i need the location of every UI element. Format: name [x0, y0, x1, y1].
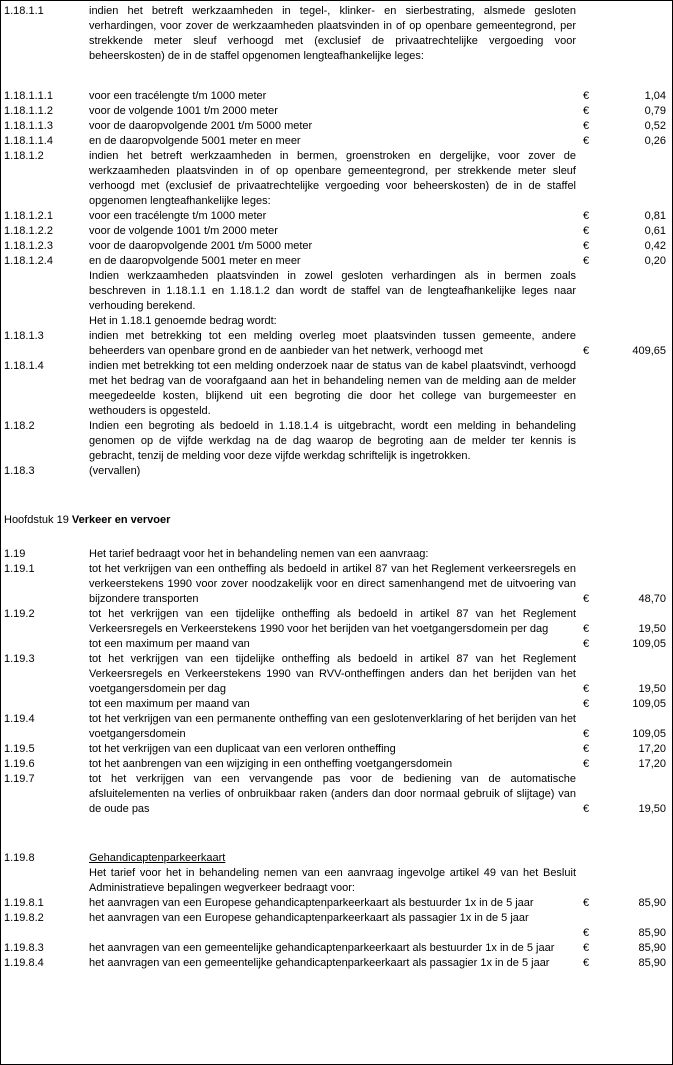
- article-text: tot het verkrijgen van een vervangende pas voor de bediening van de automatische afsluitelementen na verlies of onbruikbaar raken (anders dan door normaal gebruik of slijtage) van de oude pas: [89, 773, 576, 815]
- amount-value: 0,26: [644, 135, 666, 147]
- article-number: 1.19.1: [4, 563, 35, 575]
- tariff-row: [4, 652, 666, 697]
- article-text: het aanvragen van een Europese gehandicaptenparkeerkaart als bestuurder 1x in de 5 jaar: [89, 897, 534, 909]
- tariff-row: [4, 119, 666, 134]
- article-text: voor de volgende 1001 t/m 2000 meter: [89, 225, 278, 237]
- tariff-row: [4, 896, 666, 911]
- amount-value: 85,90: [638, 942, 666, 954]
- article-number: 1.19.3: [4, 653, 35, 665]
- article-text: Het tarief bedraagt voor het in behandeling nemen van een aanvraag:: [89, 548, 429, 560]
- amount-value: 17,20: [638, 743, 666, 755]
- euro-currency-symbol: €: [583, 240, 590, 252]
- tariff-row: [4, 224, 666, 239]
- tariff-row: [4, 772, 666, 817]
- euro-currency-symbol: €: [583, 743, 590, 755]
- tariff-row: [4, 911, 666, 926]
- tariff-row: [4, 104, 666, 119]
- tariff-row: [4, 419, 666, 464]
- tariff-row: [4, 757, 666, 772]
- article-number: 1.18.1.1.4: [4, 135, 53, 147]
- tariff-row: [4, 4, 666, 64]
- tariff-row: [4, 712, 666, 742]
- euro-currency-symbol: €: [583, 728, 590, 740]
- euro-currency-symbol: €: [583, 897, 590, 909]
- article-number: 1.19: [4, 548, 26, 560]
- article-number: 1.19.6: [4, 758, 35, 770]
- euro-currency-symbol: €: [583, 210, 590, 222]
- article-number: 1.19.8.1: [4, 897, 44, 909]
- amount-value: 17,20: [638, 758, 666, 770]
- amount-value: 19,50: [638, 683, 666, 695]
- article-text: Indien een begroting als bedoeld in 1.18.1.4 is uitgebracht, wordt een melding in behandeling genomen op de vijfde werkdag na de dag waarop de begroting aan de melder ter kennis is gebracht, tenzij de melding voor deze vijfde werkdag schriftelijk is ingetrokken.: [89, 420, 576, 462]
- article-text: voor een tracélengte t/m 1000 meter: [89, 90, 267, 102]
- amount-value: 0,81: [644, 210, 666, 222]
- euro-currency-symbol: €: [583, 90, 590, 102]
- tariff-row: [4, 866, 666, 896]
- article-number: [4, 926, 89, 941]
- article-number: 1.18.1.3: [4, 330, 44, 342]
- article-number: 1.18.1.2.4: [4, 255, 53, 267]
- article-number: 1.19.2: [4, 608, 35, 620]
- euro-currency-symbol: €: [583, 957, 590, 969]
- euro-currency-symbol: €: [583, 120, 590, 132]
- chapter-heading: [4, 513, 666, 528]
- amount-value: 109,05: [632, 698, 666, 710]
- tariff-row: [4, 637, 666, 652]
- euro-currency-symbol: €: [583, 803, 590, 815]
- article-number: 1.19.8: [4, 852, 35, 864]
- article-number: 1.18.1.4: [4, 360, 44, 372]
- amount-value: 109,05: [632, 728, 666, 740]
- tariff-row: [4, 941, 666, 956]
- article-number: [4, 637, 89, 652]
- chapter-number: Hoofdstuk 19: [4, 514, 69, 526]
- euro-currency-symbol: €: [583, 105, 590, 117]
- section-gap: [4, 64, 666, 89]
- article-number: 1.18.1.2: [4, 150, 44, 162]
- euro-currency-symbol: €: [583, 623, 590, 635]
- amount-value: 85,90: [638, 927, 666, 939]
- section-gap: [4, 528, 666, 547]
- article-text: Indien werkzaamheden plaatsvinden in zowel gesloten verhardingen als in bermen zoals beschreven in 1.18.1.1 en 1.18.1.2 dan wordt de staffel van de lengteafhankelijke leges naar verhouding berekend.: [89, 270, 576, 312]
- tariff-row: [4, 926, 666, 941]
- amount-value: 85,90: [638, 897, 666, 909]
- article-text: het aanvragen van een gemeentelijke gehandicaptenparkeerkaart als passagier 1x in de 5 jaar: [89, 957, 550, 969]
- article-number: 1.19.7: [4, 773, 35, 785]
- article-number: 1.19.5: [4, 743, 35, 755]
- tariff-row: [4, 464, 666, 479]
- euro-currency-symbol: €: [583, 225, 590, 237]
- chapter-title: Verkeer en vervoer: [71, 514, 171, 526]
- euro-currency-symbol: €: [583, 698, 590, 710]
- euro-currency-symbol: €: [583, 638, 590, 650]
- article-text: tot het verkrijgen van een duplicaat van een verloren ontheffing: [89, 743, 396, 755]
- article-number: 1.19.8.3: [4, 942, 44, 954]
- article-number: [4, 697, 89, 712]
- euro-currency-symbol: €: [583, 255, 590, 267]
- article-number: 1.19.8.4: [4, 957, 44, 969]
- article-number: 1.18.1.2.1: [4, 210, 53, 222]
- article-text: voor een tracélengte t/m 1000 meter: [89, 210, 267, 222]
- article-number: [4, 314, 89, 329]
- article-text: indien het betreft werkzaamheden in tegel-, klinker- en sierbestrating, alsmede gesloten verhardingen, voor zover de werkzaamheden plaatsvinden in of op openbare gemeentegrond, per strekkende meter sleuf verhoogd met (exclusief de privaatrechtelijke vergoeding voor beheerskosten) de in de staffel opgenomen lengteafhankelijke leges:: [89, 5, 576, 62]
- euro-currency-symbol: €: [583, 135, 590, 147]
- article-text: voor de daaropvolgende 2001 t/m 5000 meter: [89, 120, 313, 132]
- amount-value: 109,05: [632, 638, 666, 650]
- article-number: 1.18.3: [4, 465, 35, 477]
- amount-value: 0,52: [644, 120, 666, 132]
- article-text: indien het betreft werkzaamheden in bermen, groenstroken en dergelijke, voor zover de werkzaamheden plaatsvinden in of op openbare gemeentegrond, per strekkende meter sleuf verhoogd met (exclusief de privaatrechtelijke vergoeding voor beheerskosten) de in de staffel opgenomen lengteafhankelijke leges:: [89, 150, 576, 207]
- article-text: tot het verkrijgen van een tijdelijke ontheffing als bedoeld in artikel 87 van het Reglement Verkeersregels en Verkeerstekens 1990 van RVV-ontheffingen anders dan het berijden van het voetgangersdomein per dag: [89, 653, 576, 695]
- article-number: 1.19.8.2: [4, 912, 44, 924]
- euro-currency-symbol: €: [583, 593, 590, 605]
- euro-currency-symbol: €: [583, 942, 590, 954]
- article-text: Gehandicaptenparkeerkaart: [89, 852, 226, 864]
- tariff-row: [4, 134, 666, 149]
- euro-currency-symbol: €: [583, 927, 590, 939]
- article-text: tot het aanbrengen van een wijziging in een ontheffing voetgangersdomein: [89, 758, 453, 770]
- amount-value: 48,70: [638, 593, 666, 605]
- article-text: tot het verkrijgen van een ontheffing als bedoeld in artikel 87 van het Reglement verkeersregels en verkeerstekens 1990 voor zover noodzakelijk voor en direct samenhangend met de uitvoering van bijzondere transporten: [89, 563, 576, 605]
- tariff-row: [4, 359, 666, 419]
- amount-value: 1,04: [644, 90, 666, 102]
- amount-value: 0,61: [644, 225, 666, 237]
- tariff-row: [4, 562, 666, 607]
- article-text: indien met betrekking tot een melding onderzoek naar de status van de kabel plaatsvindt, verhoogd met het bedrag van de voorafgaand aan het in behandeling nemen van de melding aan de melder meegedeelde kosten, blijkend uit een begroting die door het college van burgemeester en wethouders is opgesteld.: [89, 360, 576, 417]
- article-text: indien met betrekking tot een melding overleg moet plaatsvinden tussen gemeente, andere beheerders van openbare grond en de aanbieder van het netwerk, verhoogd met: [89, 330, 576, 357]
- tariff-row: [4, 697, 666, 712]
- article-number: 1.18.1.1.1: [4, 90, 53, 102]
- article-number: 1.18.2: [4, 420, 35, 432]
- article-text: het aanvragen van een Europese gehandicaptenparkeerkaart als passagier 1x in de 5 jaar: [89, 912, 529, 924]
- article-number: [4, 269, 89, 314]
- amount-value: 19,50: [638, 803, 666, 815]
- article-number: 1.18.1.1.2: [4, 105, 53, 117]
- article-number: 1.18.1.1.3: [4, 120, 53, 132]
- tariff-row: [4, 254, 666, 269]
- tariff-row: [4, 314, 666, 329]
- article-number: 1.19.4: [4, 713, 35, 725]
- article-text: (vervallen): [89, 465, 141, 477]
- section-gap: [4, 817, 666, 851]
- tariff-row: [4, 851, 666, 866]
- article-text: tot een maximum per maand van: [89, 698, 250, 710]
- tariff-row: [4, 607, 666, 637]
- tariff-row: [4, 89, 666, 104]
- article-text: het aanvragen van een gemeentelijke gehandicaptenparkeerkaart als bestuurder 1x in de 5 jaar: [89, 942, 555, 954]
- article-text: voor de daaropvolgende 2001 t/m 5000 meter: [89, 240, 313, 252]
- tariff-row: [4, 329, 666, 359]
- amount-value: 19,50: [638, 623, 666, 635]
- tariff-row: [4, 149, 666, 209]
- euro-currency-symbol: €: [583, 683, 590, 695]
- article-text: en de daaropvolgende 5001 meter en meer: [89, 135, 301, 147]
- tariff-row: [4, 269, 666, 314]
- tariff-row: [4, 742, 666, 757]
- amount-value: 0,20: [644, 255, 666, 267]
- tariff-row: [4, 956, 666, 971]
- article-text: [89, 926, 576, 941]
- section-gap: [4, 479, 666, 513]
- tariff-row: [4, 209, 666, 224]
- article-number: 1.18.1.2.2: [4, 225, 53, 237]
- euro-currency-symbol: €: [583, 758, 590, 770]
- article-number: 1.18.1.1: [4, 5, 44, 17]
- amount-value: 85,90: [638, 957, 666, 969]
- amount-value: 0,42: [644, 240, 666, 252]
- tariff-row: [4, 547, 666, 562]
- article-text: voor de volgende 1001 t/m 2000 meter: [89, 105, 278, 117]
- article-text: Het in 1.18.1 genoemde bedrag wordt:: [89, 315, 277, 327]
- tariff-row: [4, 239, 666, 254]
- amount-value: 409,65: [632, 345, 666, 357]
- document-rows: [4, 4, 666, 971]
- article-text: tot een maximum per maand van: [89, 638, 250, 650]
- article-number: [4, 866, 89, 896]
- article-text: en de daaropvolgende 5001 meter en meer: [89, 255, 301, 267]
- article-text: tot het verkrijgen van een permanente ontheffing van een geslotenverklaring of het berijden van het voetgangersdomein: [89, 713, 576, 740]
- euro-currency-symbol: €: [583, 345, 590, 357]
- article-text: Het tarief voor het in behandeling nemen van een aanvraag ingevolge artikel 49 van het Besluit Administratieve bepalingen wegverkeer bedraagt voor:: [89, 867, 576, 894]
- article-number: 1.18.1.2.3: [4, 240, 53, 252]
- amount-value: 0,79: [644, 105, 666, 117]
- article-text: tot het verkrijgen van een tijdelijke ontheffing als bedoeld in artikel 87 van het Reglement Verkeersregels en Verkeerstekens 1990 voor het berijden van het voetgangersdomein per dag: [89, 608, 576, 635]
